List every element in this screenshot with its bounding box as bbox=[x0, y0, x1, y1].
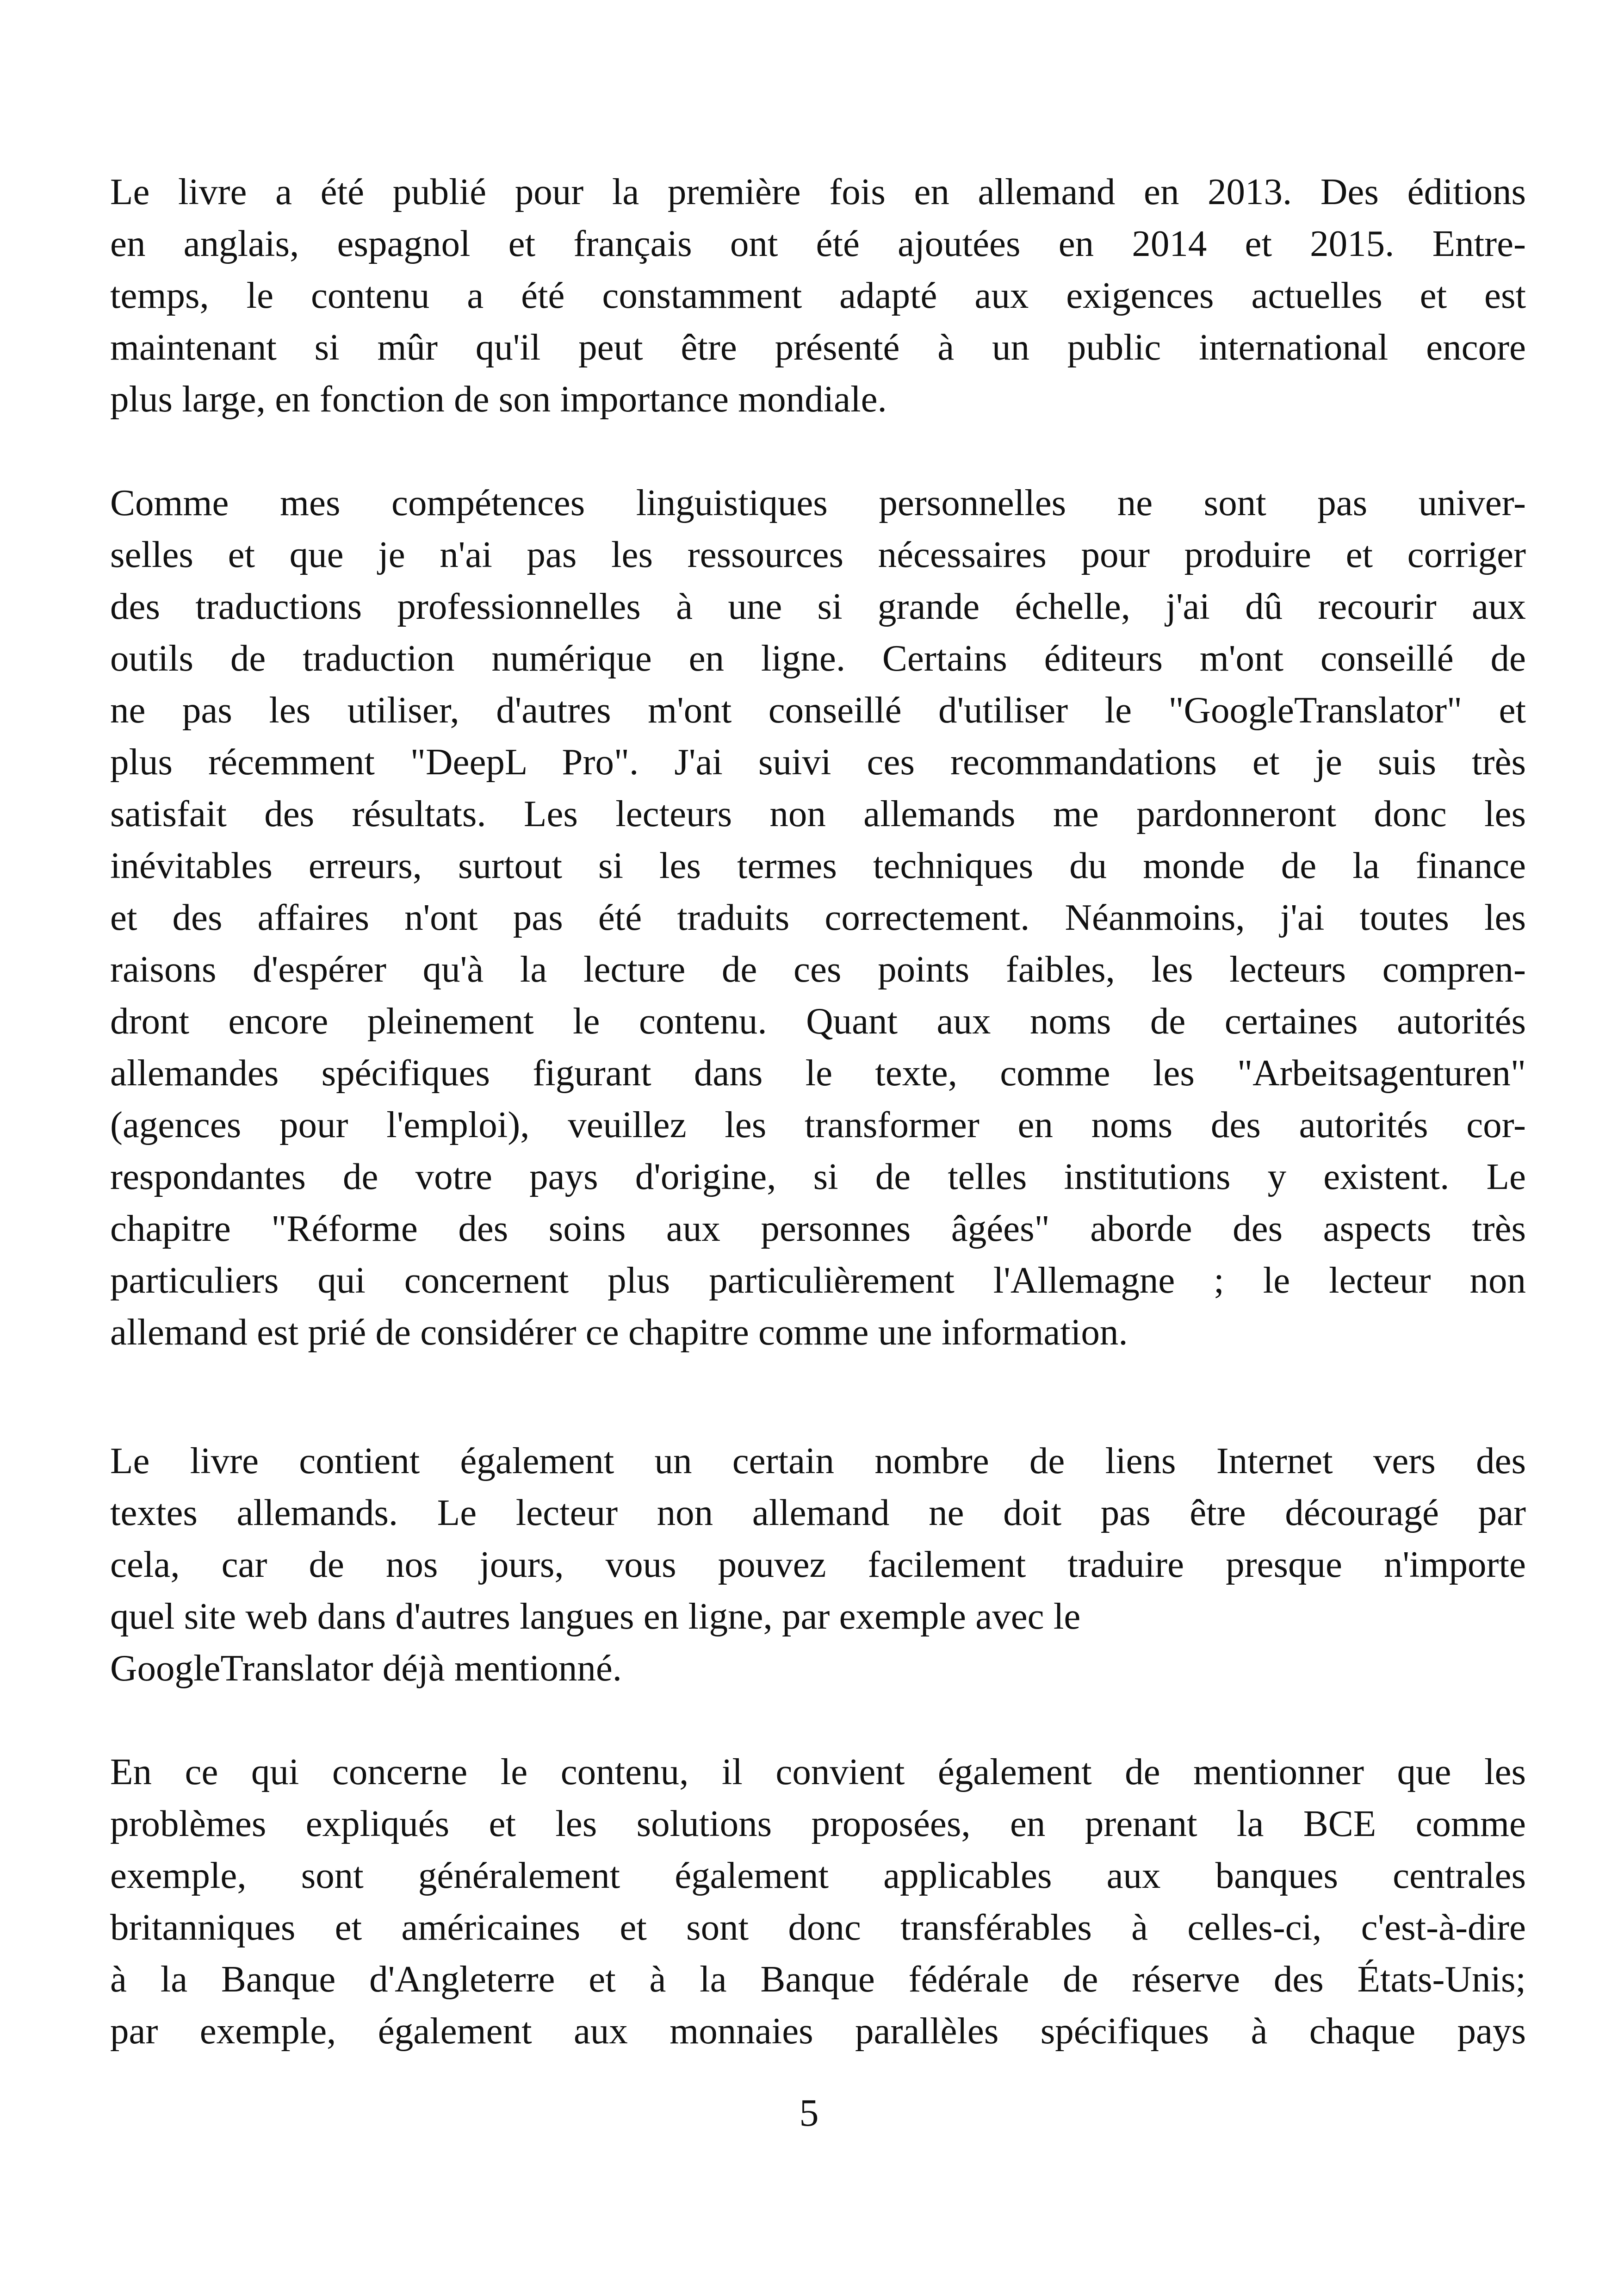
text-line: En ce qui concerne le contenu, il convient également de mentionner que les bbox=[110, 1751, 1526, 1792]
text-line: problèmes expliqués et les solutions proposées, en prenant la BCE comme bbox=[110, 1803, 1526, 1844]
text-line: Le livre contient également un certain nombre de liens Internet vers des bbox=[110, 1440, 1526, 1481]
page-number: 5 bbox=[799, 2091, 819, 2134]
text-line: allemandes spécifiques figurant dans le texte, comme les "Arbeitsagenturen" bbox=[110, 1052, 1526, 1094]
text-line: outils de traduction numérique en ligne. Certains éditeurs m'ont conseillé de bbox=[110, 637, 1526, 679]
text-line: allemand est prié de considérer ce chapitre comme une information. bbox=[110, 1311, 1128, 1353]
paragraph-content-scope bbox=[110, 1746, 1526, 2057]
paragraph-publication-history bbox=[110, 166, 1526, 425]
text-line: Comme mes compétences linguistiques personnelles ne sont pas univer- bbox=[110, 482, 1526, 523]
text-line: quel site web dans d'autres langues en ligne, par exemple avec le bbox=[110, 1595, 1081, 1637]
text-line: GoogleTranslator déjà mentionné. bbox=[110, 1647, 622, 1689]
text-line: ne pas les utiliser, d'autres m'ont conseillé d'utiliser le "GoogleTranslator" et bbox=[110, 689, 1526, 731]
paragraph-internet-links bbox=[110, 1435, 1526, 1694]
text-line: plus récemment "DeepL Pro". J'ai suivi ces recommandations et je suis très bbox=[110, 741, 1526, 783]
text-line: en anglais, espagnol et français ont été ajoutées en 2014 et 2015. Entre- bbox=[110, 223, 1526, 264]
text-line: plus large, en fonction de son importance mondiale. bbox=[110, 378, 887, 420]
text-line: chapitre "Réforme des soins aux personnes âgées" aborde des aspects très bbox=[110, 1207, 1526, 1249]
text-line: cela, car de nos jours, vous pouvez facilement traduire presque n'importe bbox=[110, 1543, 1526, 1585]
paragraph-translation-note bbox=[110, 477, 1526, 1358]
text-line: respondantes de votre pays d'origine, si de telles institutions y existent. Le bbox=[110, 1156, 1526, 1197]
text-line: exemple, sont généralement également applicables aux banques centrales bbox=[110, 1854, 1526, 1896]
text-line: et des affaires n'ont pas été traduits correctement. Néanmoins, j'ai toutes les bbox=[110, 896, 1526, 938]
text-line: à la Banque d'Angleterre et à la Banque fédérale de réserve des États-Unis; bbox=[110, 1958, 1526, 2000]
text-line: selles et que je n'ai pas les ressources nécessaires pour produire et corriger bbox=[110, 534, 1526, 575]
text-line: inévitables erreurs, surtout si les termes techniques du monde de la finance bbox=[110, 845, 1526, 886]
text-line: raisons d'espérer qu'à la lecture de ces points faibles, les lecteurs compren- bbox=[110, 948, 1526, 990]
text-line: par exemple, également aux monnaies parallèles spécifiques à chaque pays bbox=[110, 2010, 1526, 2052]
text-line: temps, le contenu a été constamment adapté aux exigences actuelles et est bbox=[110, 274, 1526, 316]
text-line: satisfait des résultats. Les lecteurs non allemands me pardonneront donc les bbox=[110, 793, 1526, 834]
text-line: (agences pour l'emploi), veuillez les transformer en noms des autorités cor- bbox=[110, 1104, 1526, 1145]
text-line: des traductions professionnelles à une si grande échelle, j'ai dû recourir aux bbox=[110, 585, 1526, 627]
text-line: textes allemands. Le lecteur non allemand ne doit pas être découragé par bbox=[110, 1492, 1526, 1533]
text-line: dront encore pleinement le contenu. Quant aux noms de certaines autorités bbox=[110, 1000, 1526, 1042]
text-line: maintenant si mûr qu'il peut être présenté à un public international encore bbox=[110, 326, 1526, 368]
text-line: Le livre a été publié pour la première fois en allemand en 2013. Des éditions bbox=[110, 171, 1526, 212]
text-line: britanniques et américaines et sont donc transférables à celles-ci, c'est-à-dire bbox=[110, 1906, 1526, 1948]
text-line: particuliers qui concernent plus particulièrement l'Allemagne ; le lecteur non bbox=[110, 1259, 1526, 1301]
